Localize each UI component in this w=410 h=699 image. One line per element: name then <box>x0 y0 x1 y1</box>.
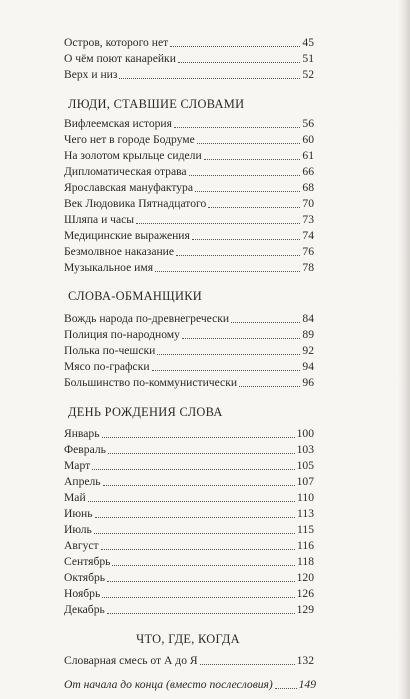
section-heading: ЧТО, ГДЕ, КОГДА <box>136 632 240 646</box>
entry-title: Июнь <box>64 507 93 520</box>
dot-leader <box>101 549 295 550</box>
entry-page: 45 <box>302 36 314 49</box>
entry-page: 92 <box>302 344 314 357</box>
entry-page: 113 <box>297 507 314 520</box>
entry-title: Ярославская мануфактура <box>64 181 193 194</box>
dot-leader <box>182 338 300 339</box>
toc-entry <box>64 115 314 131</box>
entry-page: 51 <box>302 52 314 65</box>
dot-leader <box>94 533 295 534</box>
entry-page: 120 <box>296 571 314 584</box>
entry-page: 89 <box>302 328 314 341</box>
entry-page: 74 <box>302 229 314 242</box>
dot-leader <box>192 239 301 240</box>
entry-page: 132 <box>296 654 314 667</box>
toc-entry-afterword <box>64 676 316 692</box>
entry-title: Март <box>64 459 91 472</box>
dot-leader <box>200 664 295 665</box>
entry-page: 94 <box>302 360 314 373</box>
toc-entry <box>64 457 314 473</box>
toc-entry <box>64 358 314 374</box>
toc-entry <box>64 652 314 668</box>
dot-leader <box>103 485 295 486</box>
entry-page: 107 <box>296 475 314 488</box>
toc-entry <box>64 489 314 505</box>
book-spine-shadow <box>398 0 410 699</box>
toc-entry <box>64 310 314 326</box>
entry-title: Шляпа и часы <box>64 213 135 226</box>
entry-page: 78 <box>302 261 314 274</box>
dot-leader <box>92 469 294 470</box>
entry-title: Апрель <box>64 475 101 488</box>
entry-title: Июль <box>64 523 92 536</box>
toc-entry <box>64 34 314 50</box>
entry-title: Верх и низ <box>64 68 118 81</box>
dot-leader <box>107 613 295 614</box>
entry-page: 110 <box>297 491 314 504</box>
entry-title: Полька по-чешски <box>64 344 156 357</box>
toc-entry <box>64 505 314 521</box>
dot-leader <box>88 501 295 502</box>
entry-title: Дипломатическая отрава <box>64 165 187 178</box>
dot-leader <box>108 453 295 454</box>
dot-leader <box>197 143 301 144</box>
dot-leader <box>231 322 300 323</box>
dot-leader <box>136 223 300 224</box>
entry-title: Вифлеемская история <box>64 117 172 130</box>
toc-entry <box>64 179 314 195</box>
entry-title: Мясо по-графски <box>64 360 150 373</box>
toc-entry <box>64 601 314 617</box>
entry-title: Остров, которого нет <box>64 36 169 49</box>
dot-leader <box>152 370 301 371</box>
entry-title: Словарная смесь от А до Я <box>64 654 198 667</box>
entry-title: Век Людовика Пятнадцатого <box>64 197 207 210</box>
entry-title: Февраль <box>64 443 106 456</box>
entry-page: 103 <box>296 443 314 456</box>
dot-leader <box>239 386 300 387</box>
dot-leader <box>174 127 300 128</box>
entry-title: Вождь народа по-древнегречески <box>64 312 230 325</box>
entry-title: От начала до конца (вместо послесловия) <box>64 678 273 691</box>
toc-entry <box>64 521 314 537</box>
entry-page: 84 <box>302 312 314 325</box>
entry-page: 115 <box>297 523 314 536</box>
entry-title: Август <box>64 539 99 552</box>
toc-entry <box>64 50 314 66</box>
toc-entry <box>64 243 314 259</box>
toc-entry <box>64 553 314 569</box>
entry-page: 126 <box>296 587 314 600</box>
toc-entry <box>64 259 314 275</box>
entry-page: 68 <box>302 181 314 194</box>
entry-page: 73 <box>302 213 314 226</box>
toc-entry <box>64 537 314 553</box>
entry-title: Медицинские выражения <box>64 229 190 242</box>
entry-title: Октябрь <box>64 571 106 584</box>
toc-entry <box>64 342 314 358</box>
entry-title: Сентябрь <box>64 555 111 568</box>
entry-page: 149 <box>298 678 316 691</box>
toc-entry <box>64 211 314 227</box>
entry-page: 96 <box>302 376 314 389</box>
section-heading: ДЕНЬ РОЖДЕНИЯ СЛОВА <box>68 405 223 419</box>
entry-title: Январь <box>64 427 100 440</box>
toc-entry <box>64 441 314 457</box>
toc-entry <box>64 195 314 211</box>
entry-page: 76 <box>302 245 314 258</box>
entry-title: Полиция по-народному <box>64 328 180 341</box>
toc-entry <box>64 163 314 179</box>
toc-entry <box>64 569 314 585</box>
entry-page: 116 <box>297 539 314 552</box>
entry-title: На золотом крыльце сидели <box>64 149 202 162</box>
dot-leader <box>95 517 296 518</box>
entry-title: О чём поют канарейки <box>64 52 176 65</box>
dot-leader <box>208 207 300 208</box>
entry-page: 105 <box>296 459 314 472</box>
entry-page: 129 <box>296 603 314 616</box>
dot-leader <box>112 565 295 566</box>
entry-title: Безмолвное наказание <box>64 245 175 258</box>
toc-entry <box>64 473 314 489</box>
toc-entry <box>64 585 314 601</box>
entry-title: Большинство по-коммунистически <box>64 376 238 389</box>
entry-page: 60 <box>302 133 314 146</box>
dot-leader <box>189 175 301 176</box>
entry-page: 100 <box>296 427 314 440</box>
dot-leader <box>170 46 300 47</box>
dot-leader <box>119 78 300 79</box>
entry-title: Чего нет в городе Бодруме <box>64 133 195 146</box>
entry-page: 56 <box>302 117 314 130</box>
entry-title: Ноябрь <box>64 587 101 600</box>
dot-leader <box>102 597 294 598</box>
section-heading: ЛЮДИ, СТАВШИЕ СЛОВАМИ <box>68 97 245 111</box>
dot-leader <box>102 437 295 438</box>
entry-title: Музыкальное имя <box>64 261 154 274</box>
entry-page: 70 <box>302 197 314 210</box>
entry-page: 61 <box>302 149 314 162</box>
entry-page: 52 <box>302 68 314 81</box>
section-heading: СЛОВА-ОБМАНЩИКИ <box>68 289 203 303</box>
entry-title: Май <box>64 491 86 504</box>
toc-entry <box>64 147 314 163</box>
dot-leader <box>157 354 300 355</box>
toc-entry <box>64 131 314 147</box>
dot-leader <box>176 255 300 256</box>
dot-leader <box>155 271 300 272</box>
entry-page: 118 <box>297 555 314 568</box>
dot-leader <box>107 581 295 582</box>
entry-title: Декабрь <box>64 603 105 616</box>
dot-leader <box>178 62 301 63</box>
entry-page: 66 <box>302 165 314 178</box>
toc-entry <box>64 326 314 342</box>
toc-entry <box>64 66 314 82</box>
toc-entry <box>64 374 314 390</box>
dot-leader <box>204 159 301 160</box>
dot-leader <box>195 191 300 192</box>
dot-leader <box>275 688 297 689</box>
toc-entry <box>64 227 314 243</box>
toc-entry <box>64 425 314 441</box>
